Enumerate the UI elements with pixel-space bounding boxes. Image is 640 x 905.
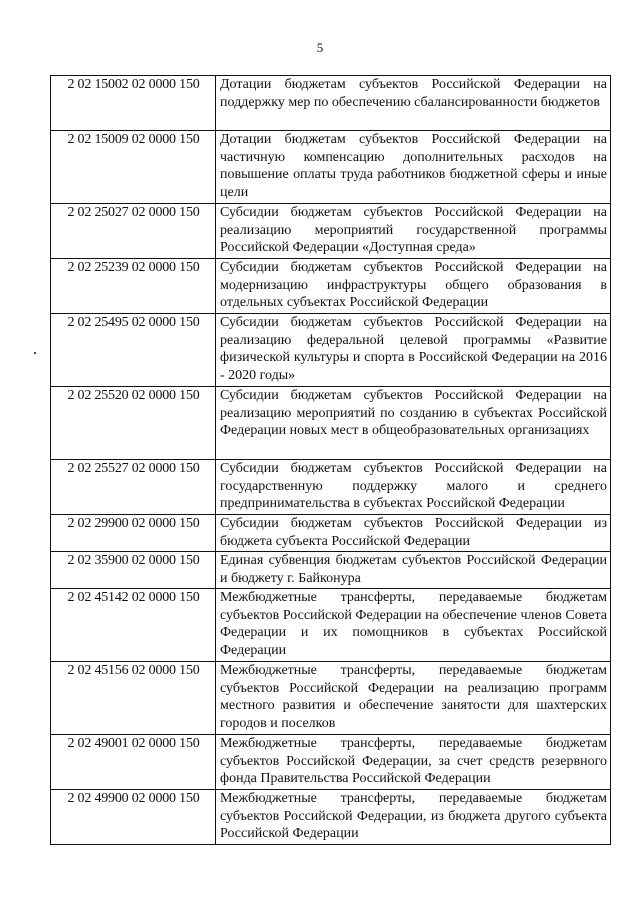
margin-mark	[34, 352, 36, 354]
description-cell: Единая субвенция бюджетам субъектов Российской Федерации и бюджету г. Байконура	[216, 552, 611, 589]
table-row	[51, 589, 611, 662]
table-row	[51, 259, 611, 314]
description-cell: Субсидии бюджетам субъектов Российской Федерации на реализацию мероприятий по созданию в субъектах Российской Федерации новых мест в общеобразовательных организациях	[216, 387, 611, 460]
budget-code-cell: 2 02 29900 02 0000 150	[51, 515, 216, 552]
description-cell: Субсидии бюджетам субъектов Российской Федерации на реализацию мероприятий государственной программы Российской Федерации «Доступная среда»	[216, 204, 611, 259]
budget-code-cell: 2 02 25239 02 0000 150	[51, 259, 216, 314]
table-row	[51, 790, 611, 845]
budget-code-cell: 2 02 25520 02 0000 150	[51, 387, 216, 460]
budget-codes-table	[50, 75, 611, 845]
table-row	[51, 76, 611, 131]
description-cell: Межбюджетные трансферты, передаваемые бюджетам субъектов Российской Федерации, из бюджета другого субъекта Российской Федерации	[216, 790, 611, 845]
description-cell: Дотации бюджетам субъектов Российской Федерации на частичную компенсацию дополнительных расходов на повышение оплаты труда работников бюджетной сферы и иные цели	[216, 131, 611, 204]
description-cell: Субсидии бюджетам субъектов Российской Федерации на реализацию федеральной целевой программы «Развитие физической культуры и спорта в Российской Федерации на 2016 - 2020 годы»	[216, 314, 611, 387]
table-row	[51, 735, 611, 790]
budget-code-cell: 2 02 15009 02 0000 150	[51, 131, 216, 204]
description-cell: Межбюджетные трансферты, передаваемые бюджетам субъектов Российской Федерации на реализацию программ местного развития и обеспечение занятости для шахтерских городов и поселков	[216, 662, 611, 735]
budget-code-cell: 2 02 49900 02 0000 150	[51, 790, 216, 845]
description-cell: Дотации бюджетам субъектов Российской Федерации на поддержку мер по обеспечению сбалансированности бюджетов	[216, 76, 611, 131]
table-row	[51, 314, 611, 387]
description-cell: Субсидии бюджетам субъектов Российской Федерации на модернизацию инфраструктуры общего образования в отдельных субъектах Российской Федерации	[216, 259, 611, 314]
description-cell: Субсидии бюджетам субъектов Российской Федерации на государственную поддержку малого и среднего предпринимательства в субъектах Российской Федерации	[216, 460, 611, 515]
table-row	[51, 204, 611, 259]
page-number: 5	[316, 40, 324, 55]
budget-code-cell: 2 02 49001 02 0000 150	[51, 735, 216, 790]
description-cell: Межбюджетные трансферты, передаваемые бюджетам субъектов Российской Федерации, за счет средств резервного фонда Правительства Российской Федерации	[216, 735, 611, 790]
table-row	[51, 387, 611, 460]
budget-code-cell: 2 02 25027 02 0000 150	[51, 204, 216, 259]
table-row	[51, 515, 611, 552]
description-cell: Межбюджетные трансферты, передаваемые бюджетам субъектов Российской Федерации на обеспечение членов Совета Федерации и их помощников в субъектах Российской Федерации	[216, 589, 611, 662]
budget-code-cell: 2 02 35900 02 0000 150	[51, 552, 216, 589]
table-row	[51, 662, 611, 735]
table-row	[51, 460, 611, 515]
table-row	[51, 552, 611, 589]
description-cell: Субсидии бюджетам субъектов Российской Федерации из бюджета субъекта Российской Федерации	[216, 515, 611, 552]
budget-code-cell: 2 02 25495 02 0000 150	[51, 314, 216, 387]
budget-code-cell: 2 02 25527 02 0000 150	[51, 460, 216, 515]
budget-code-cell: 2 02 45156 02 0000 150	[51, 662, 216, 735]
budget-code-cell: 2 02 15002 02 0000 150	[51, 76, 216, 131]
budget-code-cell: 2 02 45142 02 0000 150	[51, 589, 216, 662]
table-row	[51, 131, 611, 204]
